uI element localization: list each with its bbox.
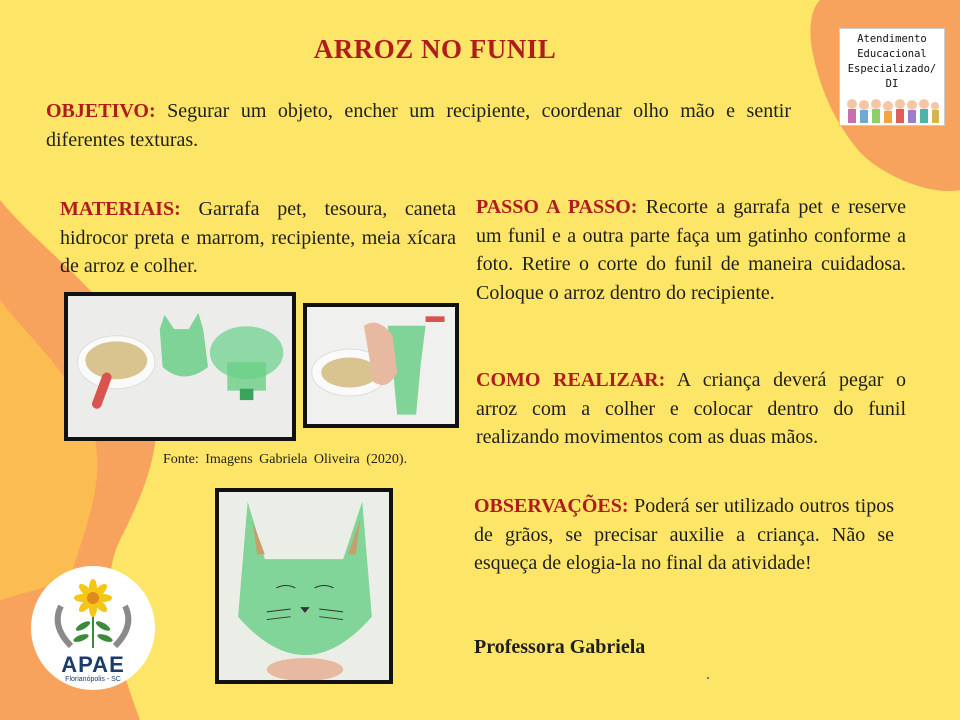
how-to-paragraph [476,366,906,452]
steps-text: Recorte a garrafa pet e reserve um funil e a outra parte faça um gatinho conforme a foto. Retire o corte do funil de maneira cuidadosa. Coloque o arroz dentro do recipiente. [476,196,906,304]
materials-photo [64,292,296,441]
badge-line-3: Especializado/ DI [847,63,937,90]
cat-bottle-photo [215,488,393,684]
observations-label: OBSERVAÇÕES: [474,495,629,517]
observations-paragraph [474,492,894,578]
aee-badge [839,28,945,126]
photo-caption: Fonte: Imagens Gabriela Oliveira (2020). [162,452,408,467]
observations-text: Poderá ser utilizado outros tipos de grãos, se precisar auxilie a criança. Não se esqueça de elogia-la no final da atividade! [474,495,894,574]
decorative-dot [707,677,709,679]
objective-label: OBJETIVO: [46,100,156,122]
materials-text: Garrafa pet, tesoura, caneta hidrocor preta e marrom, recipiente, meia xícara de arroz e colher. [60,198,456,277]
children-illustration-icon [844,96,940,130]
materials-paragraph [60,195,456,281]
page-title: ARROZ NO FUNIL [313,34,557,64]
materials-label: MATERIAIS: [60,198,181,220]
apae-logo [31,566,155,690]
teacher-signature: Professora Gabriela [474,636,646,658]
steps-label: PASSO A PASSO: [476,196,638,218]
badge-line-1: Atendimento [857,33,927,45]
objective-text: Segurar um objeto, encher um recipiente, coordenar olho mão e sentir diferentes texturas. [46,100,791,151]
apae-logo-city: Florianópolis - SC [65,676,121,683]
how-to-label: COMO REALIZAR: [476,369,666,391]
badge-line-2: Educacional [857,48,927,60]
filling-funnel-photo [303,303,459,428]
flower-hands-icon [31,566,155,656]
objective-paragraph [46,97,791,154]
steps-paragraph [476,193,906,307]
apae-logo-name: APAE [61,652,125,677]
how-to-text: A criança deverá pegar o arroz com a colher e colocar dentro do funil realizando movimentos com as duas mãos. [476,369,906,448]
